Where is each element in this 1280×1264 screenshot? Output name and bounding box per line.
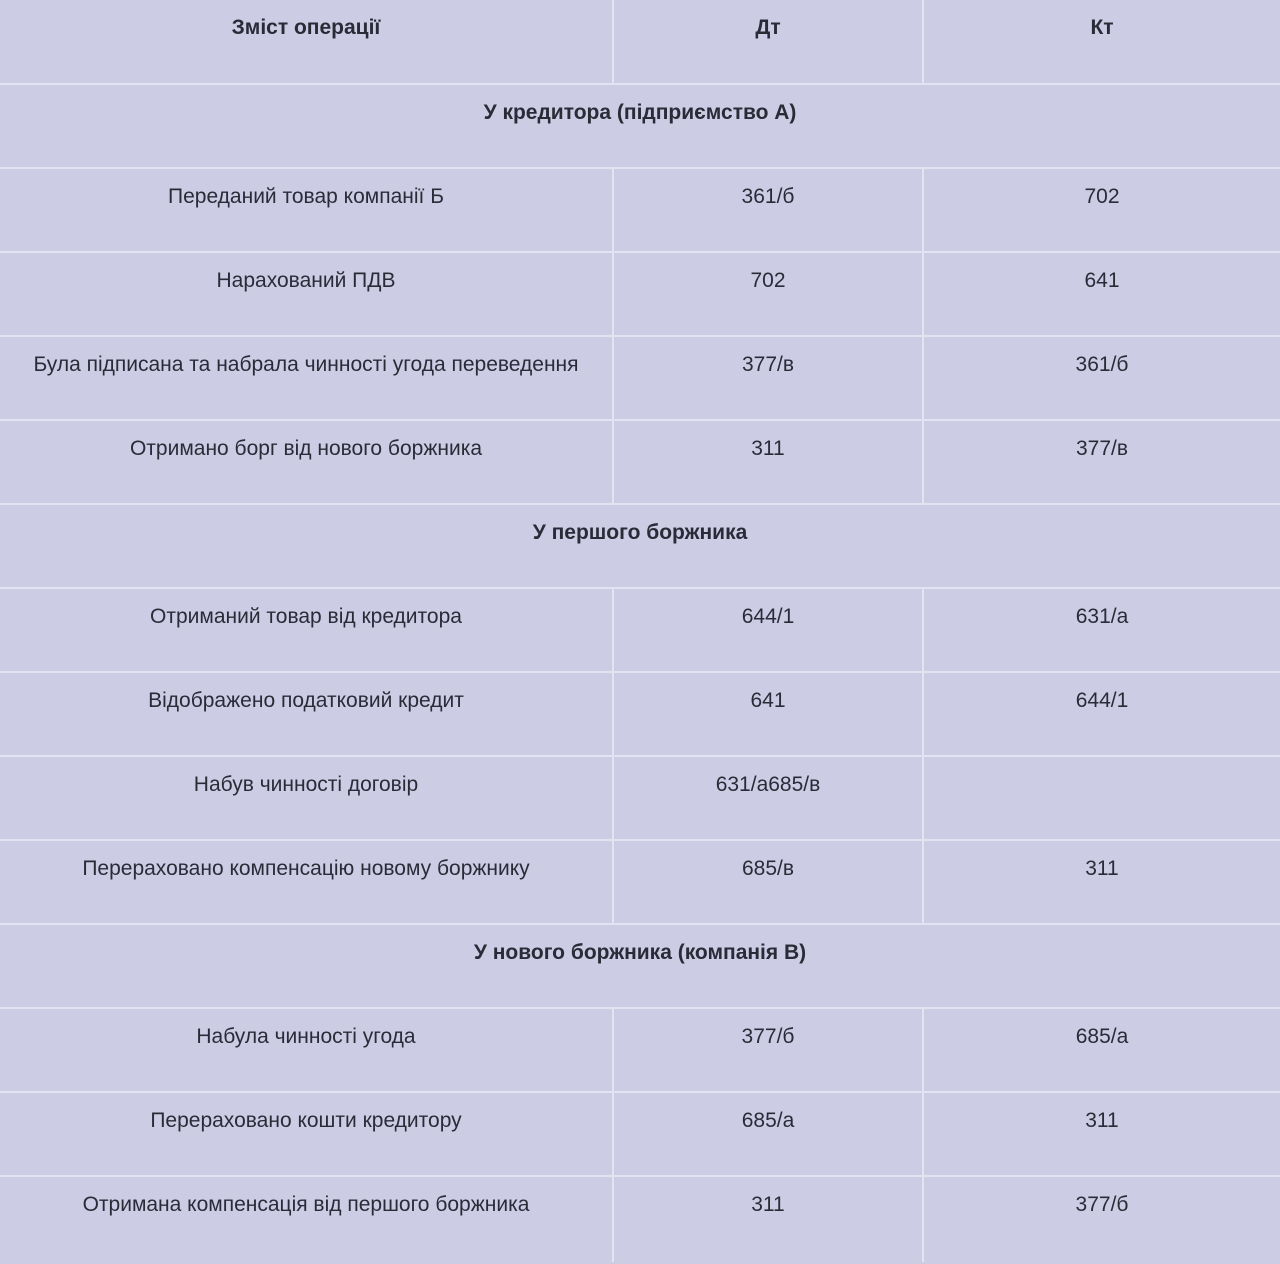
debit-cell: 311 — [613, 420, 923, 504]
section-title: У першого боржника — [0, 504, 1280, 588]
operation-cell: Отриманий товар від кредитора — [0, 588, 613, 672]
operation-cell: Була підписана та набрала чинності угода переведення — [0, 336, 613, 420]
operation-cell: Перераховано кошти кредитору — [0, 1092, 613, 1176]
debit-cell: 361/б — [613, 168, 923, 252]
table-header-row — [0, 0, 1280, 84]
table-row — [0, 840, 1280, 924]
section-title: У нового боржника (компанія В) — [0, 924, 1280, 1008]
credit-cell — [923, 756, 1280, 840]
table-row — [0, 336, 1280, 420]
table-row — [0, 1092, 1280, 1176]
credit-cell: 377/б — [923, 1176, 1280, 1262]
debit-cell: 644/1 — [613, 588, 923, 672]
table-row — [0, 252, 1280, 336]
debit-cell: 311 — [613, 1176, 923, 1262]
credit-cell: 311 — [923, 840, 1280, 924]
table-row — [0, 168, 1280, 252]
header-debit: Дт — [613, 0, 923, 84]
debit-cell: 377/б — [613, 1008, 923, 1092]
operation-cell: Набув чинності договір — [0, 756, 613, 840]
header-credit: Кт — [923, 0, 1280, 84]
debit-cell: 377/в — [613, 336, 923, 420]
debit-cell: 641 — [613, 672, 923, 756]
debit-cell: 685/в — [613, 840, 923, 924]
table-row — [0, 1176, 1280, 1262]
table-row — [0, 756, 1280, 840]
credit-cell: 361/б — [923, 336, 1280, 420]
header-operation: Зміст операції — [0, 0, 613, 84]
credit-cell: 702 — [923, 168, 1280, 252]
operation-cell: Набула чинності угода — [0, 1008, 613, 1092]
table-row — [0, 672, 1280, 756]
section-row-first-debtor — [0, 504, 1280, 588]
section-row-creditor — [0, 84, 1280, 168]
operation-cell: Переданий товар компанії Б — [0, 168, 613, 252]
operation-cell: Перераховано компенсацію новому боржнику — [0, 840, 613, 924]
credit-cell: 631/а — [923, 588, 1280, 672]
section-row-new-debtor — [0, 924, 1280, 1008]
section-title: У кредитора (підприємство А) — [0, 84, 1280, 168]
credit-cell: 685/а — [923, 1008, 1280, 1092]
table-row — [0, 420, 1280, 504]
credit-cell: 644/1 — [923, 672, 1280, 756]
debit-cell: 702 — [613, 252, 923, 336]
credit-cell: 641 — [923, 252, 1280, 336]
table-row — [0, 588, 1280, 672]
credit-cell: 311 — [923, 1092, 1280, 1176]
debit-cell: 685/а — [613, 1092, 923, 1176]
operation-cell: Нарахований ПДВ — [0, 252, 613, 336]
operation-cell: Отримана компенсація від першого боржника — [0, 1176, 613, 1262]
debit-cell: 631/а685/в — [613, 756, 923, 840]
operation-cell: Отримано борг від нового боржника — [0, 420, 613, 504]
table-row — [0, 1008, 1280, 1092]
credit-cell: 377/в — [923, 420, 1280, 504]
operation-cell: Відображено податковий кредит — [0, 672, 613, 756]
